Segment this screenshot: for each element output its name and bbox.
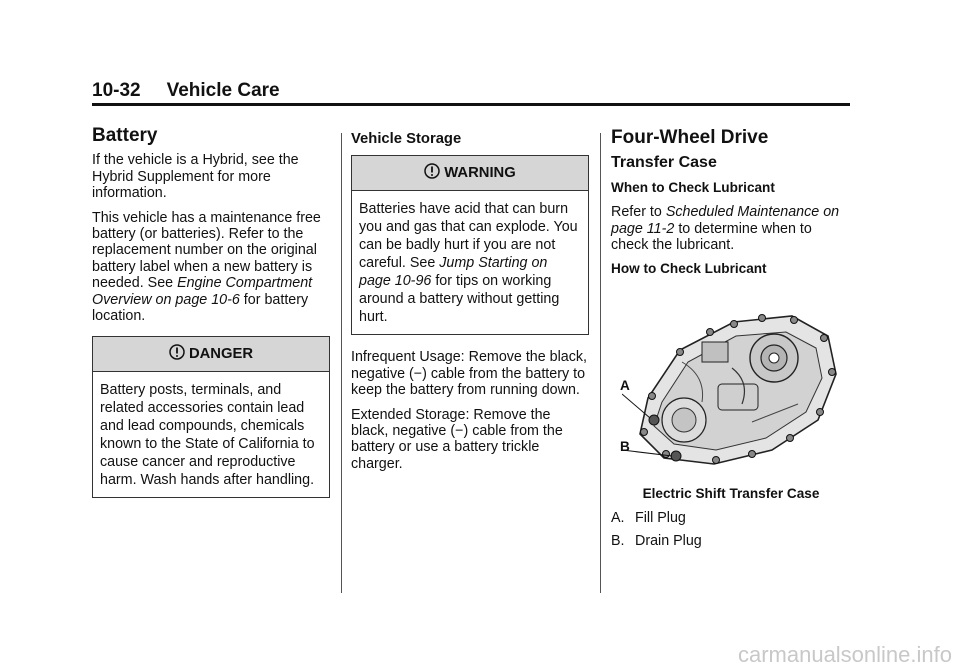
warning-header [352, 156, 588, 191]
danger-title: DANGER [188, 346, 254, 363]
figure-caption: Electric Shift Transfer Case [642, 486, 820, 501]
how-to-check-heading: How to Check Lubricant [611, 261, 767, 277]
danger-box [92, 336, 330, 498]
column-divider-1 [341, 133, 342, 593]
legend-text: Drain Plug [635, 533, 702, 550]
column-divider-2 [600, 133, 601, 593]
warning-symbol-icon [424, 163, 440, 179]
danger-text: Battery posts, terminals, and related accessories contain lead and lead compounds, chemicals known to the State of California to cause cancer and reproductive harm. Wash hands after handling. [100, 382, 315, 489]
drain-plug-marker [671, 451, 681, 461]
extended-storage-paragraph: Extended Storage: Remove the black, negative (−) cable from the battery or use a battery trickle charger. [351, 406, 563, 472]
figure-label-b: B [620, 439, 630, 454]
page-header [92, 80, 280, 102]
warning-text: Batteries have acid that can burn you and gas that can explode. You can be badly hurt if you are not careful. See Jump Starting on page 10-96 for tips on working around a battery without getting hurt. [359, 201, 578, 326]
transfer-case-drawing [622, 312, 838, 470]
warning-symbol-icon [169, 344, 185, 360]
figure-legend [611, 510, 851, 550]
legend-item [611, 533, 851, 549]
battery-heading: Battery [92, 125, 158, 146]
when-to-check-heading: When to Check Lubricant [611, 179, 775, 195]
legend-item [611, 510, 851, 526]
figure-label-a: A [620, 378, 630, 393]
when-to-check-paragraph: Refer to Scheduled Maintenance on page 11-2 to determine when to check the lubricant. [611, 204, 840, 254]
page-number: 10-32 [92, 80, 141, 101]
transfer-case-heading: Transfer Case [611, 154, 717, 172]
warning-box [351, 155, 589, 335]
legend-key: A. [611, 510, 625, 526]
warning-title: WARNING [444, 165, 516, 182]
jump-starting-link[interactable]: Jump Starting on page 10-96 [359, 255, 548, 290]
transfer-case-illustration [622, 312, 838, 470]
vehicle-storage-heading: Vehicle Storage [351, 131, 462, 147]
legend-key: B. [611, 533, 625, 550]
scheduled-maintenance-link[interactable]: Scheduled Maintenance on page 11-2 [611, 204, 840, 237]
header-rule [92, 103, 850, 106]
danger-header [93, 337, 329, 372]
section-title: Vehicle Care [166, 80, 280, 101]
middle-column [351, 131, 591, 480]
watermark: carmanualsonline.info [737, 642, 952, 667]
infrequent-usage-paragraph: Infrequent Usage: Remove the black, negative (−) cable from the battery to keep the battery from running down. [351, 349, 588, 399]
hybrid-paragraph: If the vehicle is a Hybrid, see the Hybrid Supplement for more information. [92, 152, 299, 202]
legend-text: Fill Plug [635, 510, 686, 526]
four-wheel-drive-heading: Four-Wheel Drive [611, 127, 769, 148]
engine-compartment-link[interactable]: Engine Compartment Overview on page 10-6 [92, 275, 313, 308]
right-column [611, 127, 851, 286]
fill-plug-marker [649, 415, 659, 425]
maintenance-paragraph: This vehicle has a maintenance free battery (or batteries). Refer to the replacement number on the original battery label when a new battery is needed. See Engine Compartment Overview on page 10-6 for battery location. [92, 209, 321, 325]
left-column [92, 125, 332, 498]
